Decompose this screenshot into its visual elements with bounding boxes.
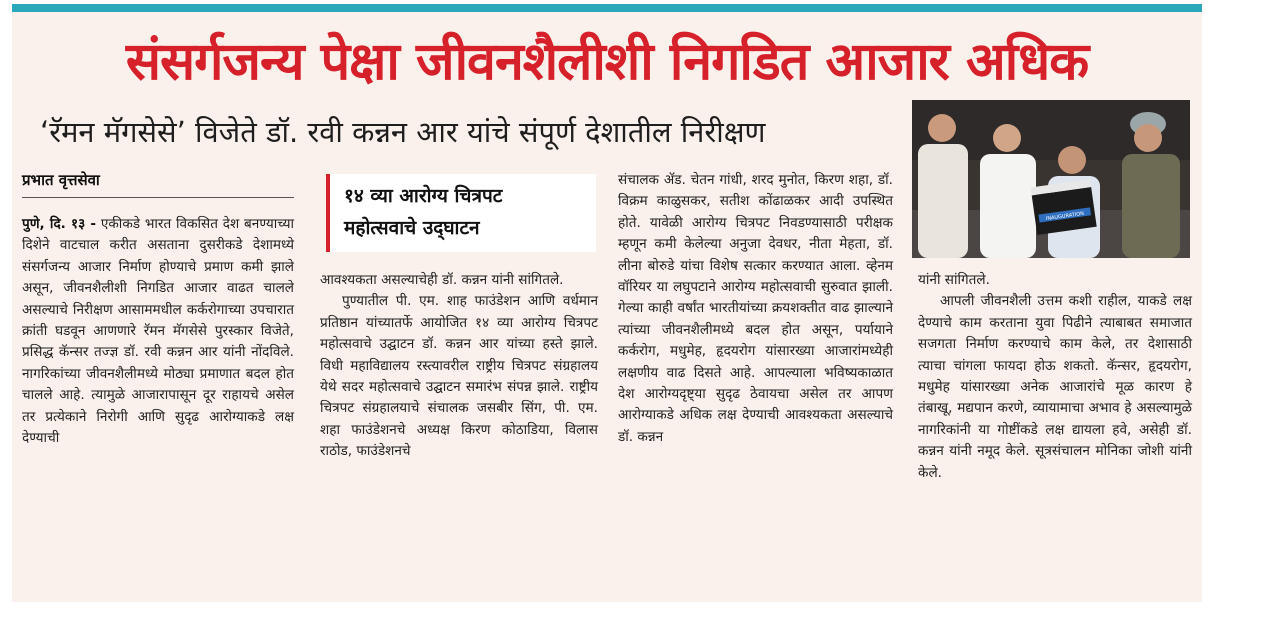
column-1-text: एकीकडे भारत विकसित देश बनण्याच्या दिशेने वाटचाल करीत असताना दुसरीकडे देशामध्ये संसर्गजन्य आजार निर्माण होण्याचे प्रमाण कमी झाले असून, जीवनशैलीशी निगडित आजार वाढत चालले असल्याचे निरीक्षण आसाममधील कर्करोगाच्या उपचारात क्रांती घडवून आणणारे रॅमन मॅगसेसे पुरस्कार विजेते, प्रसिद्ध कॅन्सर तज्ज्ञ डॉ. रवी कन्नन आर यांनी नोंदविले. नागरिकांच्या जीवनशैलीमध्ये मोठ्या प्रमाणात बदल होत चालले आहे. त्यामुळे आजारापासून दूर राहायचे असेल तर प्रत्येकाने निरोगी आणि सुदृढ आरोग्याकडे लक्ष देण्याची xyxy=(22,216,295,447)
column-2-para-1: आवश्यकता असल्याचेही डॉ. कन्नन यांनी सांगितले. xyxy=(320,272,564,288)
column-4-para-1: यांनी सांगितले. xyxy=(918,272,990,288)
box-heading xyxy=(326,174,596,252)
article-subheadline: ‘रॅमन मॅगसेसे’ विजेते डॉ. रवी कन्नन आर यांचे संपूर्ण देशातील निरीक्षण xyxy=(40,115,766,149)
box-heading-line-2: महोत्सवाचे उद्‌घाटन xyxy=(344,217,480,239)
byline: प्रभात वृत्तसेवा xyxy=(22,171,100,189)
column-2 xyxy=(320,270,598,463)
byline-divider xyxy=(22,197,294,198)
event-photo xyxy=(912,100,1190,258)
column-3-text: संचालक ॲड. चेतन गांधी, शरद मुनोत, किरण शहा, डॉ. विक्रम काळुसकर, सतीश कोंढाळकर आदी उपस्थित होते. यावेळी आरोग्य चित्रपट निवडण्यासाठी परीक्षक म्हणून कमी केलेल्या अनुजा देवधर, नीता मेहता, डॉ. लीना बोरुडे यांचा विशेष सत्कार करण्यात आला. व्हेनम वॉरियर या लघुपटाने आरोग्य महोत्सवाची सुरुवात झाली. गेल्या काही वर्षांत भारतीयांच्या क्रयशक्तीत वाढ झाल्याने त्यांच्या जीवनशैलीमध्ये बदल होत असून, पर्यायाने कर्करोग, मधुमेह, हृदयरोग यांसारख्या आजारांमध्येही लक्षणीय वाढ दिसते आहे. आपल्याला भविष्यकाळात देश आरोग्यदृष्ट्या सुदृढ ठेवायचा असेल तर आपण आरोग्याकडे अधिक लक्ष देण्याची आवश्यकता असल्याचे डॉ. कन्नन xyxy=(618,172,893,445)
column-4 xyxy=(918,270,1192,484)
dateline: पुणे, दि. १३ - xyxy=(22,216,97,232)
event-photo-illustration xyxy=(912,100,1190,258)
column-4-para-2: आपली जीवनशैली उत्तम कशी राहील, याकडे लक्ष देण्याचे काम करताना युवा पिढीने त्याबाबत समाजात सजगता निर्माण करण्याचे काम केले, तर देशासाठी त्याचा चांगला फायदा होऊ शकतो. कॅन्सर, हृदयरोग, मधुमेह यांसारख्या अनेक आजारांचे मूळ कारण हे तंबाखू, मद्यपान करणे, व्यायामाचा अभाव हे असल्यामुळे नागरिकांनी या गोष्टींकडे लक्ष द्यायला हवे, असेही डॉ. कन्नन यांनी नमूद केले. सूत्रसंचालन मोनिका जोशी यांनी केले. xyxy=(918,293,1192,481)
clapper-text: INAUGURATION xyxy=(1045,210,1085,223)
column-1 xyxy=(22,214,294,449)
column-2-para-2: पुण्यातील पी. एम. शाह फाउंडेशन आणि वर्धमान प्रतिष्ठान यांच्यातर्फे आयोजित १४ व्या आरोग्य चित्रपट महोत्सवाचे उद्घाटन डॉ. कन्नन आर यांच्या हस्ते झाले. विधी महाविद्यालय रस्त्यावरील राष्ट्रीय चित्रपट संग्रहालय येथे सदर महोत्सवाचे उद्घाटन समारंभ संपन्न झाले. राष्ट्रीय चित्रपट संग्रहालयाचे संचालक जसबीर सिंग, पी. एम. शहा फाउंडेशनचे अध्यक्ष किरण कोठाडिया, विलास राठोड, फाउंडेशनचे xyxy=(320,293,598,460)
article-headline: संसर्गजन्य पेक्षा जीवनशैलीशी निगडित आजार अधिक xyxy=(125,32,1089,92)
top-accent-bar xyxy=(12,4,1202,12)
column-3 xyxy=(618,170,893,448)
box-heading-line-1: १४ व्या आरोग्य चित्रपट xyxy=(344,185,503,207)
